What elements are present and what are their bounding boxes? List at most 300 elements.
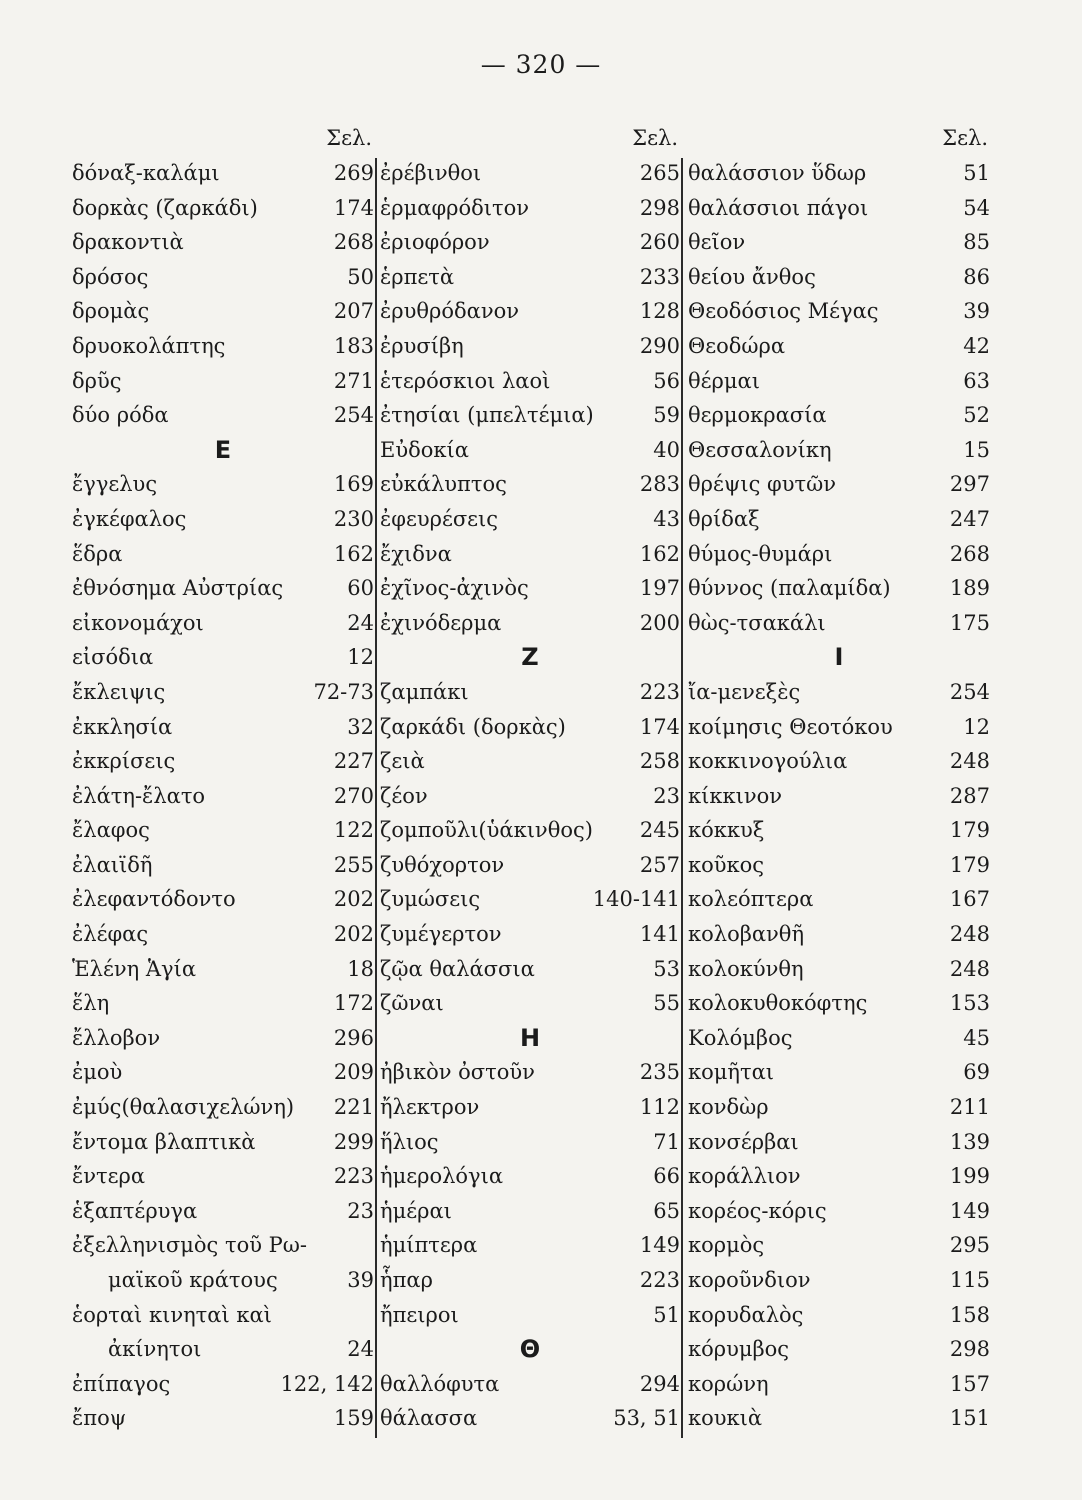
entry-page: 149 <box>949 1198 990 1223</box>
index-column-1 <box>72 120 374 1436</box>
entry-page: 115 <box>949 1268 990 1292</box>
index-column-2 <box>380 120 680 1436</box>
entry-page: 51 <box>963 161 990 185</box>
entry-page: 149 <box>639 1233 680 1258</box>
entry-term: θάλασσα <box>380 1406 478 1431</box>
index-entry <box>72 1021 374 1056</box>
index-entry <box>688 1298 990 1333</box>
index-entry <box>72 1125 374 1160</box>
entry-term: ἑξαπτέρυγα <box>72 1198 198 1223</box>
entry-term: ζῷα θαλάσσια <box>380 956 535 981</box>
entry-term: ἐχινόδερμα <box>380 610 502 635</box>
entry-page: 122 <box>333 818 374 843</box>
index-entry <box>688 882 990 917</box>
entry-term: ἐλάτη-ἔλατο <box>72 783 206 808</box>
index-entry <box>688 294 990 329</box>
index-entry <box>380 294 680 329</box>
index-entry <box>72 502 374 537</box>
entry-term: κοροῦνδιον <box>688 1268 811 1292</box>
entry-term: ζαμπάκι <box>380 679 469 704</box>
entry-term: ζαρκάδι (δορκὰς) <box>380 714 566 739</box>
entry-page: 71 <box>653 1129 680 1154</box>
entry-term: ἐπίπαγος <box>72 1371 171 1396</box>
index-entry <box>688 1263 990 1298</box>
entry-page: 63 <box>963 368 990 393</box>
index-entry <box>688 156 990 191</box>
entry-page: 69 <box>963 1060 990 1085</box>
index-entry <box>380 710 680 745</box>
entry-page: 197 <box>639 576 680 601</box>
entry-term: κολοκύνθη <box>688 956 804 981</box>
index-entry <box>72 398 374 433</box>
entry-term: ἐμύς(θαλασιχελώνη) <box>72 1095 295 1120</box>
entry-page: 230 <box>333 506 374 531</box>
entry-term: ἔγγελυς <box>72 472 158 497</box>
entry-page: 158 <box>949 1302 990 1327</box>
entry-page: 227 <box>333 749 374 774</box>
entry-page: 270 <box>333 783 374 808</box>
entry-page: 141 <box>639 922 680 947</box>
index-entry <box>380 1401 680 1436</box>
entry-page: 248 <box>949 749 990 774</box>
entry-term: ἐρυσίβη <box>380 333 464 358</box>
entry-term: ἐκκλησία <box>72 714 173 739</box>
entry-term: δρῦς <box>72 368 122 393</box>
entry-term: δρυοκολάπτης <box>72 333 226 358</box>
entry-page: 299 <box>333 1129 374 1154</box>
index-entry <box>688 1332 990 1367</box>
entry-term: ἧπαρ <box>380 1268 433 1292</box>
index-entry <box>72 260 374 295</box>
index-column-3 <box>688 120 990 1436</box>
index-entry <box>72 294 374 329</box>
entry-page: 179 <box>949 818 990 843</box>
index-entry <box>380 779 680 814</box>
index-entry <box>688 606 990 641</box>
entry-term: ἡμέραι <box>380 1198 452 1223</box>
entry-term: ἑρμαφρόδιτον <box>380 195 530 220</box>
index-entry <box>380 191 680 226</box>
entry-page: 24 <box>347 610 374 635</box>
entry-page: 209 <box>333 1060 374 1085</box>
index-entry <box>688 710 990 745</box>
entry-page: 157 <box>949 1371 990 1396</box>
index-entry <box>380 1194 680 1229</box>
entry-page: 122, 142 <box>280 1371 374 1396</box>
entry-page: 42 <box>963 333 990 358</box>
entry-term: ἕδρα <box>72 541 123 566</box>
entry-page: 139 <box>949 1129 990 1154</box>
entry-page: 65 <box>653 1198 680 1223</box>
index-entry <box>72 1159 374 1194</box>
entry-page: 294 <box>639 1371 680 1396</box>
index-entry <box>688 1021 990 1056</box>
index-entry <box>380 502 680 537</box>
entry-page: 287 <box>949 783 990 808</box>
index-entry <box>688 744 990 779</box>
index-entry <box>688 1367 990 1402</box>
entry-page: 60 <box>347 576 374 601</box>
entry-term: ἑρπετὰ <box>380 264 455 289</box>
entry-page: 199 <box>949 1164 990 1189</box>
index-entry <box>72 882 374 917</box>
index-entry <box>380 1228 680 1263</box>
column-divider <box>681 158 683 1438</box>
entry-term: ἤπειροι <box>380 1302 459 1327</box>
entry-page: 53, 51 <box>613 1406 680 1431</box>
entry-term: ἔποψ <box>72 1406 127 1431</box>
entry-term: ἤλεκτρον <box>380 1095 480 1120</box>
entry-page: 175 <box>949 610 990 635</box>
index-entry <box>72 606 374 641</box>
entry-page: 32 <box>347 714 374 739</box>
index-entry <box>380 744 680 779</box>
entry-term: ἔλλοβον <box>72 1025 161 1050</box>
entry-page: 153 <box>949 991 990 1016</box>
entry-term: ἐτησίαι (μπελτέμια) <box>380 403 594 428</box>
index-entry <box>380 260 680 295</box>
entry-term: κορέος-κόρις <box>688 1198 827 1223</box>
entry-page: 269 <box>333 161 374 185</box>
index-entry <box>72 467 374 502</box>
entry-term: εἰκονομάχοι <box>72 610 204 635</box>
entry-page: 151 <box>949 1406 990 1431</box>
index-entry <box>72 1090 374 1125</box>
entry-term: θερμοκρασία <box>688 403 827 428</box>
entry-page: 255 <box>333 852 374 877</box>
entry-term: κονσέρβαι <box>688 1129 799 1154</box>
index-entry <box>380 433 680 468</box>
entry-page: 162 <box>333 541 374 566</box>
index-entry <box>380 848 680 883</box>
entry-term: Ἑλένη Ἁγία <box>72 956 197 981</box>
index-entry <box>72 779 374 814</box>
entry-term: ἔκλειψις <box>72 679 166 704</box>
entry-term: ἀκίνητοι <box>108 1337 202 1362</box>
entry-term: κόρυμβος <box>688 1337 790 1362</box>
entry-page: 258 <box>639 749 680 774</box>
index-entry <box>72 1298 374 1333</box>
index-entry <box>688 502 990 537</box>
entry-term: κορυδαλὸς <box>688 1302 804 1327</box>
index-entry <box>380 225 680 260</box>
index-entry <box>688 191 990 226</box>
entry-page: 54 <box>963 195 990 220</box>
index-entry <box>688 986 990 1021</box>
index-entry <box>72 571 374 606</box>
index-entry <box>380 882 680 917</box>
entry-term: Θεοδόσιος Μέγας <box>688 299 879 324</box>
entry-term: δρακοντιὰ <box>72 230 184 255</box>
entry-page: 245 <box>639 818 680 843</box>
index-entry <box>688 813 990 848</box>
column-divider <box>375 158 377 1438</box>
index-entry <box>72 1367 374 1402</box>
entry-page: 39 <box>963 299 990 324</box>
entry-page: 202 <box>333 887 374 912</box>
entry-term: θέρμαι <box>688 368 760 393</box>
entry-term: ἐρέβινθοι <box>380 161 482 185</box>
entry-page: 174 <box>333 195 374 220</box>
entry-page: 296 <box>333 1025 374 1050</box>
index-entry <box>72 1263 374 1298</box>
entry-term: κομῆται <box>688 1060 775 1085</box>
entry-page: 53 <box>653 956 680 981</box>
index-entry <box>380 606 680 641</box>
index-entry <box>72 640 374 675</box>
index-entry <box>688 537 990 572</box>
entry-term: ἐχῖνος-ἀχινὸς <box>380 576 529 601</box>
entry-page: 298 <box>949 1337 990 1362</box>
index-entry <box>688 1159 990 1194</box>
entry-term: Εὐδοκία <box>380 437 469 462</box>
entry-page: 72-73 <box>313 679 374 704</box>
entry-page: 128 <box>639 299 680 324</box>
entry-term: ἔλαφος <box>72 818 150 843</box>
entry-page: 59 <box>653 403 680 428</box>
entry-term: κοράλλιον <box>688 1164 801 1189</box>
entry-page: 140-141 <box>592 887 680 912</box>
entry-term: κολοβανθῆ <box>688 922 805 947</box>
entry-term: μαϊκοῦ κράτους <box>108 1268 278 1292</box>
column-header: Σελ. <box>942 126 988 150</box>
entry-page: 162 <box>639 541 680 566</box>
entry-page: 40 <box>653 437 680 462</box>
entry-page: 268 <box>333 230 374 255</box>
entry-page: 51 <box>653 1302 680 1327</box>
entry-term: θύννος (παλαμίδα) <box>688 576 891 601</box>
entry-page: 12 <box>347 645 374 670</box>
entry-page: 211 <box>949 1095 990 1120</box>
entry-page: 55 <box>653 991 680 1016</box>
section-letter: Θ <box>519 1335 541 1364</box>
entry-term: κορμὸς <box>688 1233 765 1258</box>
index-entry <box>688 260 990 295</box>
entry-term: ἡμίπτερα <box>380 1233 478 1258</box>
entry-term: ἔντομα βλαπτικὰ <box>72 1129 256 1154</box>
entry-term: ζέον <box>380 783 428 808</box>
entry-page: 254 <box>333 403 374 428</box>
index-entry <box>72 329 374 364</box>
entry-term: ἐφευρέσεις <box>380 506 499 531</box>
entry-term: ἑορταὶ κινηταὶ καὶ <box>72 1302 272 1327</box>
index-entry <box>688 1090 990 1125</box>
entry-term: Θεσσαλονίκη <box>688 437 832 462</box>
index-entry <box>688 848 990 883</box>
index-entry <box>380 398 680 433</box>
index-entry <box>688 398 990 433</box>
index-entry <box>688 467 990 502</box>
entry-page: 271 <box>333 368 374 393</box>
entry-term: ἐθνόσημα Αὐστρίας <box>72 576 284 601</box>
index-entry <box>688 364 990 399</box>
entry-page: 295 <box>949 1233 990 1258</box>
entry-page: 85 <box>963 230 990 255</box>
entry-page: 167 <box>949 887 990 912</box>
index-entry <box>72 813 374 848</box>
index-entry <box>72 710 374 745</box>
entry-page: 52 <box>963 403 990 428</box>
index-entry <box>380 1159 680 1194</box>
entry-term: κοκκινογούλια <box>688 749 848 774</box>
entry-page: 174 <box>639 714 680 739</box>
index-entry <box>72 1401 374 1436</box>
entry-term: θαλάσσιοι πάγοι <box>688 195 869 220</box>
entry-term: ἐλεφαντόδοντο <box>72 887 236 912</box>
entry-term: κουκιὰ <box>688 1406 763 1431</box>
entry-page: 248 <box>949 956 990 981</box>
entry-term: ἐκκρίσεις <box>72 749 176 774</box>
entry-page: 257 <box>639 852 680 877</box>
index-entry <box>688 1401 990 1436</box>
section-letter: I <box>834 643 844 672</box>
entry-page: 297 <box>949 472 990 497</box>
entry-term: Κολόμβος <box>688 1025 793 1050</box>
index-entry <box>688 1228 990 1263</box>
index-entry <box>688 779 990 814</box>
index-entry <box>688 433 990 468</box>
entry-page: 45 <box>963 1025 990 1050</box>
index-entry <box>688 329 990 364</box>
entry-page: 86 <box>963 264 990 289</box>
entry-page <box>368 1228 374 1263</box>
index-entry <box>380 329 680 364</box>
entry-page: 260 <box>639 230 680 255</box>
entry-term: θρίδαξ <box>688 506 760 531</box>
index-entry <box>380 917 680 952</box>
entry-page: 50 <box>347 264 374 289</box>
index-entry <box>380 675 680 710</box>
index-entry <box>72 537 374 572</box>
entry-term: δύο ρόδα <box>72 403 169 428</box>
entry-page: 39 <box>347 1268 374 1292</box>
entry-page: 290 <box>639 333 680 358</box>
entry-term: θὼς-τσακάλι <box>688 610 826 635</box>
entry-page: 298 <box>639 195 680 220</box>
entry-term: θείου ἄνθος <box>688 264 816 289</box>
index-entry <box>380 1090 680 1125</box>
entry-term: Θεοδώρα <box>688 333 786 358</box>
index-entry <box>380 1125 680 1160</box>
entry-page: 202 <box>333 922 374 947</box>
index-entry <box>72 191 374 226</box>
entry-term: κόκκυξ <box>688 818 765 843</box>
entry-term: ζομποῦλι(ὑάκινθος) <box>380 818 593 843</box>
entry-page: 112 <box>639 1095 680 1120</box>
index-entry <box>380 1298 680 1333</box>
entry-page: 200 <box>639 610 680 635</box>
index-entry <box>688 917 990 952</box>
entry-term: εἰσόδια <box>72 645 154 670</box>
entry-term: κονδὼρ <box>688 1095 769 1120</box>
entry-term: εὐκάλυπτος <box>380 472 507 497</box>
entry-term: ἐλαιϊδῆ <box>72 852 153 877</box>
index-entry <box>688 1055 990 1090</box>
entry-term: ζῶναι <box>380 991 444 1016</box>
entry-page: 207 <box>333 299 374 324</box>
entry-page: 18 <box>347 956 374 981</box>
index-entry <box>72 917 374 952</box>
entry-term: ἔντερα <box>72 1164 146 1189</box>
index-entry <box>72 1228 374 1263</box>
index-entry <box>72 1055 374 1090</box>
entry-page: 23 <box>653 783 680 808</box>
section-letter: H <box>519 1023 541 1052</box>
section-letter: Z <box>521 643 539 672</box>
entry-term: ἠβικὸν ὀστοῦν <box>380 1060 535 1085</box>
index-entry <box>380 1055 680 1090</box>
entry-term: ἴα-μενεξὲς <box>688 679 801 704</box>
index-entry <box>72 986 374 1021</box>
index-entry <box>72 675 374 710</box>
entry-page: 233 <box>639 264 680 289</box>
entry-term: ζυθόχορτον <box>380 852 505 877</box>
index-entry <box>688 571 990 606</box>
entry-page: 265 <box>639 161 680 185</box>
page-number: — 320 — <box>480 50 602 79</box>
entry-term: ἐρυθρόδανον <box>380 299 520 324</box>
entry-term: δορκὰς (ζαρκάδι) <box>72 195 258 220</box>
entry-term: ἐλέφας <box>72 922 149 947</box>
entry-page: 169 <box>333 472 374 497</box>
entry-page: 247 <box>949 506 990 531</box>
entry-term: κολεόπτερα <box>688 887 814 912</box>
index-entry <box>72 1194 374 1229</box>
section-letter: E <box>214 435 232 464</box>
entry-term: ζυμώσεις <box>380 887 481 912</box>
entry-term: ἐγκέφαλος <box>72 506 187 531</box>
entry-term: ἕλη <box>72 991 110 1016</box>
entry-page: 223 <box>333 1164 374 1189</box>
entry-page: 159 <box>333 1406 374 1431</box>
index-entry <box>688 1194 990 1229</box>
entry-term: ἐριοφόρον <box>380 230 490 255</box>
entry-term: θαλλόφυτα <box>380 1371 500 1396</box>
index-entry <box>688 225 990 260</box>
entry-term: κοίμησις Θεοτόκου <box>688 714 893 739</box>
index-entry <box>72 744 374 779</box>
column-header: Σελ. <box>632 126 678 150</box>
entry-term: κορώνη <box>688 1371 769 1396</box>
entry-page: 268 <box>949 541 990 566</box>
entry-page: 15 <box>963 437 990 462</box>
column-header: Σελ. <box>326 126 372 150</box>
entry-term: θύμος-θυμάρι <box>688 541 833 566</box>
index-entry <box>380 537 680 572</box>
entry-page: 223 <box>639 1268 680 1292</box>
entry-term: θεῖον <box>688 230 746 255</box>
entry-page: 221 <box>333 1095 374 1120</box>
entry-page: 24 <box>347 1337 374 1362</box>
index-entry <box>380 156 680 191</box>
entry-page: 66 <box>653 1164 680 1189</box>
entry-term: ἡμερολόγια <box>380 1164 504 1189</box>
entry-page: 183 <box>333 333 374 358</box>
index-entry <box>688 952 990 987</box>
entry-term: κίκκινον <box>688 783 783 808</box>
index-entry <box>380 952 680 987</box>
index-entry <box>688 675 990 710</box>
entry-term: δόναξ-καλάμι <box>72 161 220 185</box>
index-entry <box>72 952 374 987</box>
entry-term: ζυμέγερτον <box>380 922 502 947</box>
entry-term: ἐμοὺ <box>72 1060 123 1085</box>
index-entry <box>72 848 374 883</box>
entry-page: 179 <box>949 852 990 877</box>
index-entry <box>380 813 680 848</box>
entry-term: ἥλιος <box>380 1129 439 1154</box>
entry-term: κοῦκος <box>688 852 765 877</box>
